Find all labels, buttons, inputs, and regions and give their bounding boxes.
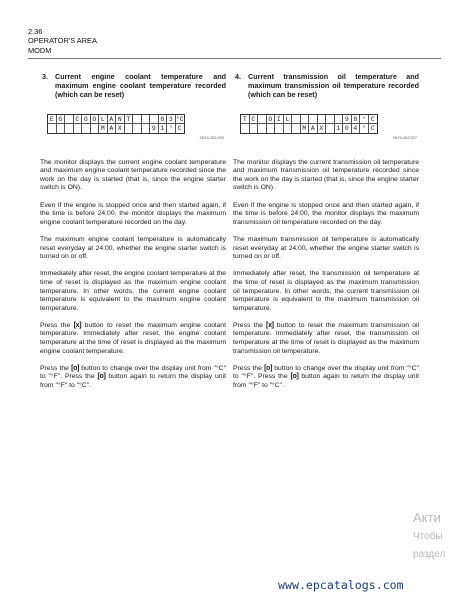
lcd-cell xyxy=(318,115,327,124)
lcd-cell: X xyxy=(116,124,125,133)
lcd-cell: A xyxy=(108,124,117,133)
watermark-line: раздел xyxy=(413,549,446,560)
lcd-cell xyxy=(284,124,293,133)
text-run: button to change over the display unit from "°C" to "°F". Press the xyxy=(233,364,419,381)
figure-code: 9DZV-282/205 xyxy=(199,135,224,140)
lcd-cell: X xyxy=(318,124,327,133)
paragraph: The monitor displays the current transmission oil temperature and maximum transmission oil temperature recorded since the work on the day is started (that is, since the engine starter switch is ON). xyxy=(233,158,419,192)
lcd-cell xyxy=(57,124,66,133)
lcd-cell xyxy=(335,115,344,124)
reset-button-icon: [x] xyxy=(73,321,82,329)
section-number: 3. xyxy=(42,72,48,81)
lcd-cell: 0 xyxy=(343,124,352,133)
lcd-cell xyxy=(125,124,134,133)
lcd-cell: 8 xyxy=(159,115,168,124)
lcd-cell: 4 xyxy=(352,124,361,133)
lcd-cell: C xyxy=(369,115,378,124)
display-unit-button-icon: [o] xyxy=(97,373,106,381)
lcd-cell xyxy=(65,124,74,133)
lcd-cell xyxy=(292,124,301,133)
lcd-cell: O xyxy=(91,115,100,124)
reset-button-icon: [x] xyxy=(266,321,274,329)
lcd-cell: 1 xyxy=(335,124,344,133)
lcd-cell: N xyxy=(116,115,125,124)
page-number: 2.36 xyxy=(28,27,43,36)
page-header xyxy=(28,27,97,55)
lcd-cell: M xyxy=(301,124,310,133)
lcd-cell xyxy=(142,115,151,124)
body-text xyxy=(40,159,226,391)
display-unit-button-icon: [o] xyxy=(264,364,273,372)
lcd-display xyxy=(240,114,378,134)
section-heading-coolant xyxy=(42,72,226,100)
lcd-cell xyxy=(48,124,57,133)
text-run: button to reset the maximum transmission oil temperature. Immediately after reset, the transmission oil temperature at the time of reset is displayed as the maximum transmission oil temperature. xyxy=(233,321,419,355)
left-column xyxy=(40,72,226,399)
paragraph: Even if the engine is stopped once and then started again, if the time is before 24:00, the monitor displays the maximum engine coolant temperature recorded on the day. xyxy=(40,201,226,226)
lcd-cell xyxy=(91,124,100,133)
figure-code: 9DZV-282/207 xyxy=(392,135,417,140)
paragraph: The maximum transmission oil temperature is automatically reset everyday at 24:00, whether the engine starter switch is turned on or off. xyxy=(233,235,419,261)
lcd-cell: T xyxy=(125,115,134,124)
lcd-cell: L xyxy=(284,115,293,124)
section-heading-text: Current engine coolant temperature and maximum engine coolant temperature recorded (which can be reset) xyxy=(55,72,226,100)
lcd-cell: 3 xyxy=(167,115,176,124)
lcd-cell: O xyxy=(82,115,91,124)
watermark-line: Чтобы xyxy=(413,531,443,542)
lcd-cell: ° xyxy=(360,115,369,124)
lcd-cell xyxy=(82,124,91,133)
lcd-cell: O xyxy=(267,115,276,124)
website-link[interactable]: www.epcatalogs.com xyxy=(278,578,404,592)
lcd-cell xyxy=(275,124,284,133)
lcd-cell: M xyxy=(99,124,108,133)
lcd-cell: L xyxy=(99,115,108,124)
display-unit-button-icon: [o] xyxy=(71,364,80,372)
paragraph: The monitor displays the current engine coolant temperature and maximum engine coolant temperature recorded since the work on the day is started (that is, since the engine starter switch is ON). xyxy=(40,158,226,192)
lcd-cell: G xyxy=(57,115,66,124)
lcd-cell xyxy=(133,115,142,124)
paragraph: Immediately after reset, the transmission oil temperature at the time of reset is displayed as the maximum transmission oil temperature. In other words, the current transmission oil temperature is equivalent to the maximum transmission oil temperature. xyxy=(233,270,419,312)
lcd-display xyxy=(47,114,185,134)
body-text xyxy=(233,159,419,391)
lcd-figure xyxy=(40,114,226,154)
right-column xyxy=(233,72,419,399)
lcd-cell: ° xyxy=(360,124,369,133)
paragraph: The maximum engine coolant temperature is automatically reset everyday at 24:00, whether the engine starter switch is turned on or off. xyxy=(40,235,226,261)
text-run: Press the xyxy=(40,321,74,329)
lcd-cell: E xyxy=(48,115,57,124)
lcd-cell: C xyxy=(74,115,83,124)
lcd-cell: 8 xyxy=(352,115,361,124)
lcd-cell xyxy=(65,115,74,124)
model-label: MODM xyxy=(28,45,52,55)
watermark-line: Акти xyxy=(413,510,441,525)
lcd-cell: C xyxy=(250,115,259,124)
lcd-figure xyxy=(233,114,419,154)
lcd-cell xyxy=(301,115,310,124)
lcd-cell: C xyxy=(177,124,182,132)
lcd-cell xyxy=(309,115,318,124)
lcd-cell: A xyxy=(108,115,117,124)
text-run: button to change over the display unit from "°C" to "°F". Press the xyxy=(40,364,226,381)
lcd-cell: A xyxy=(309,124,318,133)
lcd-cell xyxy=(250,124,259,133)
lcd-cell: T xyxy=(241,115,250,124)
lcd-cell xyxy=(133,124,142,133)
lcd-cell xyxy=(258,124,267,133)
lcd-cell: C xyxy=(370,124,375,132)
lcd-cell xyxy=(142,124,151,133)
lcd-cell: 9 xyxy=(343,115,352,124)
unit-paragraph xyxy=(233,365,419,391)
lcd-cell: ° xyxy=(167,124,176,133)
lcd-cell: 9 xyxy=(150,124,159,133)
display-unit-button-icon: [o] xyxy=(290,373,299,381)
lcd-cell xyxy=(292,115,301,124)
section-title-header: OPERATOR'S AREA xyxy=(28,36,97,46)
activation-watermark xyxy=(413,508,445,564)
text-run: button to reset the maximum engine coolant temperature. Immediately after reset, the engine coolant temperature at the time of reset is displayed as the maximum engine coolant temperature. xyxy=(40,321,226,355)
lcd-cell xyxy=(326,115,335,124)
paragraph: Immediately after reset, the engine coolant temperature at the time of reset is displayed as the maximum engine coolant temperature. In other words, the current engine coolant temperature is equivalent to the maximum engine coolant temperature. xyxy=(40,270,226,312)
text-run: Press the xyxy=(40,364,72,372)
lcd-cell: 1 xyxy=(159,124,168,133)
lcd-cell xyxy=(258,115,267,124)
unit-paragraph xyxy=(40,365,226,391)
section-number: 4. xyxy=(235,72,241,81)
lcd-cell xyxy=(150,115,159,124)
section-heading-transmission xyxy=(235,72,419,100)
text-run: button again to return the display unit from "°F" to "°C". xyxy=(233,373,419,390)
text-run: Press the xyxy=(233,364,265,372)
header-divider xyxy=(28,58,441,59)
reset-paragraph xyxy=(40,322,226,356)
paragraph: Even if the engine is stopped once and then started again, if the time is before 24:00, the monitor displays the maximum transmission oil temperature recorded on the day. xyxy=(233,201,419,226)
lcd-cell xyxy=(74,124,83,133)
lcd-cell xyxy=(241,124,250,133)
text-run: Press the xyxy=(233,321,267,329)
lcd-cell xyxy=(326,124,335,133)
section-heading-text: Current transmission oil temperature and maximum transmission oil temperature recorded (which can be reset) xyxy=(248,72,419,100)
lcd-cell: I xyxy=(275,115,284,124)
text-run: button again to return the display unit from "°F" to "°C". xyxy=(40,373,226,390)
lcd-cell: °C xyxy=(175,115,184,123)
reset-paragraph xyxy=(233,322,419,356)
lcd-cell xyxy=(267,124,276,133)
